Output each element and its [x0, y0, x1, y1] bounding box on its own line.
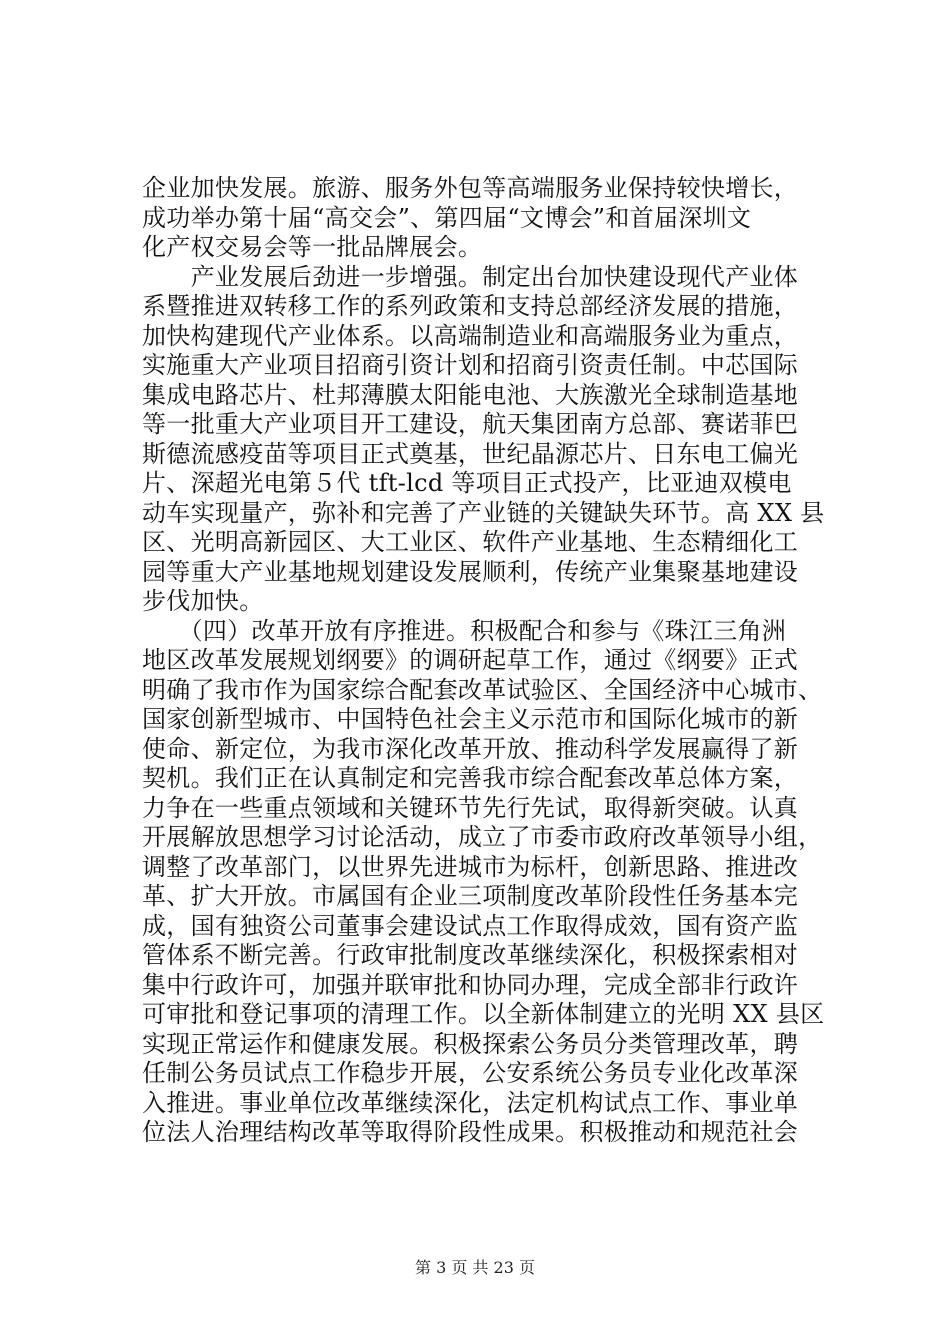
text-line: 入推进。事业单位改革继续深化，法定机构试点工作、事业单 — [142, 1088, 799, 1117]
text-line: 调整了改革部门，以世界先进城市为标杆，创新思路、推进改 — [142, 852, 799, 881]
text-line: 化产权交易会等一批品牌展会。 — [142, 233, 483, 261]
body-text — [142, 174, 825, 1148]
text-line: 产业发展后劲进一步增强。制定出台加快建设现代产业体 — [142, 262, 799, 291]
text-line: 斯德流感疫苗等项目正式奠基，世纪晶源芯片、日东电工偏光 — [142, 439, 799, 468]
text-line: 加快构建现代产业体系。以高端制造业和高端服务业为重点， — [142, 321, 799, 350]
text-line: 实现正常运作和健康发展。积极探索公务员分类管理改革，聘 — [142, 1029, 799, 1058]
text-line: 可审批和登记事项的清理工作。以全新体制建立的光明 XX 县区 — [142, 1000, 825, 1028]
text-line: 集成电路芯片、杜邦薄膜太阳能电池、大族激光全球制造基地 — [142, 380, 799, 409]
text-line: 开展解放思想学习讨论活动，成立了市委市政府改革领导小组， — [142, 823, 823, 851]
text-line: （四）改革开放有序推进。积极配合和参与《珠江三角洲 — [142, 616, 787, 645]
text-line: 实施重大产业项目招商引资计划和招商引资责任制。中芯国际 — [142, 351, 799, 379]
text-line: 革、扩大开放。市属国有企业三项制度改革阶段性任务基本完 — [142, 882, 799, 910]
text-line: 地区改革发展规划纲要》的调研起草工作，通过《纲要》正式 — [142, 646, 799, 674]
text-line: 契机。我们正在认真制定和完善我市综合配套改革总体方案， — [142, 764, 799, 792]
text-line: 园等重大产业基地规划建设发展顺利，传统产业集聚基地建设 — [142, 557, 799, 586]
text-line: 力争在一些重点领域和关键环节先行先试，取得新突破。认真 — [142, 793, 799, 822]
text-line: 步伐加快。 — [142, 587, 264, 615]
text-line: 使命、新定位，为我市深化改革开放、推动科学发展赢得了新 — [142, 734, 799, 763]
text-line: 明确了我市作为国家综合配套改革试验区、全国经济中心城市、 — [142, 675, 823, 704]
text-line: 成，国有独资公司董事会建设试点工作取得成效，国有资产监 — [142, 911, 799, 940]
text-line: 等一批重大产业项目开工建设，航天集团南方总部、赛诺菲巴 — [142, 410, 799, 438]
text-line: 集中行政许可，加强并联审批和协同办理，完成全部非行政许 — [142, 970, 799, 999]
text-line: 成功举办第十届“高交会”、第四届“文博会”和首届深圳文 — [142, 203, 752, 232]
page-number-footer: 第 3 页 共 23 页 — [415, 1258, 535, 1277]
text-line: 区、光明高新园区、大工业区、软件产业基地、生态精细化工 — [142, 528, 799, 556]
text-line: 企业加快发展。旅游、服务外包等高端服务业保持较快增长， — [142, 174, 799, 202]
text-line: 位法人治理结构改革等取得阶段性成果。积极推动和规范社会 — [142, 1118, 799, 1146]
text-line: 系暨推进双转移工作的系列政策和支持总部经济发展的措施， — [142, 292, 799, 320]
text-line: 任制公务员试点工作稳步开展，公安系统公务员专业化改革深 — [142, 1059, 799, 1087]
text-line: 片、深超光电第５代 tft-lcd 等项目正式投产，比亚迪双模电 — [142, 469, 792, 497]
text-line: 国家创新型城市、中国特色社会主义示范市和国际化城市的新 — [142, 705, 799, 733]
text-line: 管体系不断完善。行政审批制度改革继续深化，积极探索相对 — [142, 941, 799, 969]
text-line: 动车实现量产，弥补和完善了产业链的关键缺失环节。高 XX 县 — [142, 498, 825, 527]
